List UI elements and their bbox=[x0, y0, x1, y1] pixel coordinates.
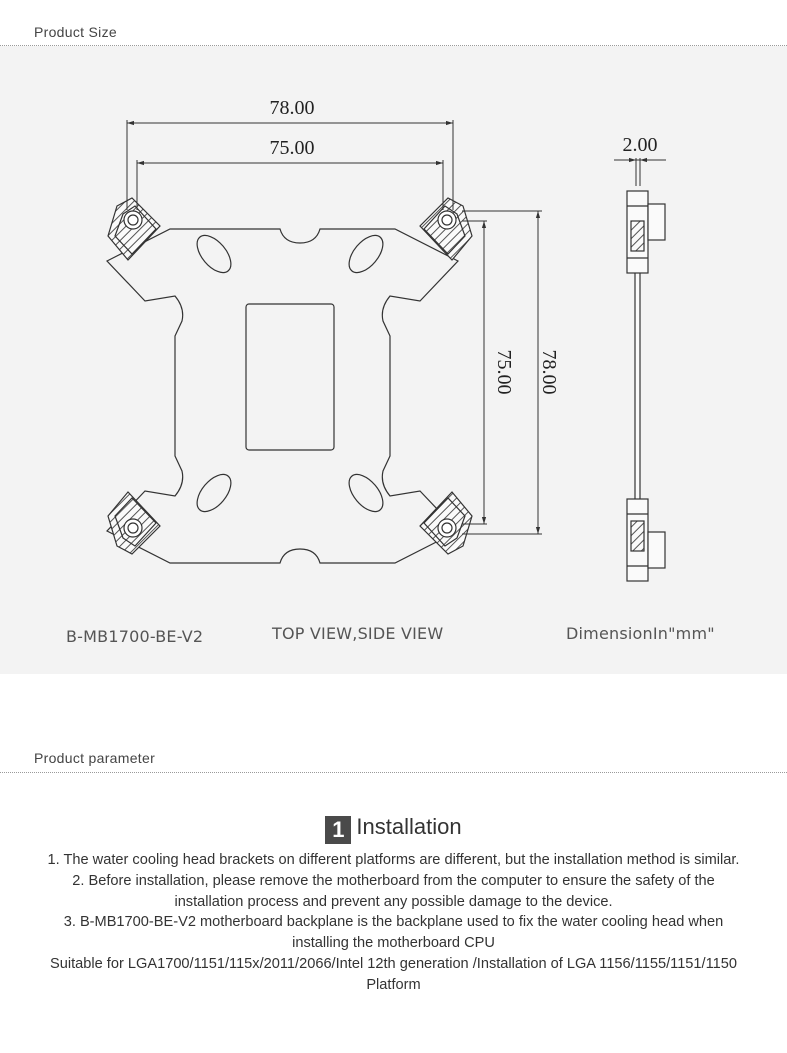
dimension-lines bbox=[127, 120, 666, 534]
oval-cutout-bl bbox=[191, 468, 238, 517]
side-view bbox=[627, 191, 665, 581]
model-caption: B-MB1700-BE-V2 bbox=[66, 627, 204, 646]
instruction-line: Suitable for LGA1700/1151/115x/2011/2066/Intel 12th generation /Installation of LGA 1156/1155/1151/1150 Platform bbox=[50, 955, 737, 993]
cpu-window bbox=[246, 304, 334, 450]
installation-heading bbox=[0, 814, 787, 844]
dim-side-inner-height: 75.00 bbox=[493, 349, 515, 395]
dim-thickness: 2.00 bbox=[622, 134, 658, 156]
dim-top-inner-width: 75.00 bbox=[269, 137, 315, 159]
installation-instructions bbox=[40, 850, 747, 996]
installation-heading-text: Installation bbox=[356, 814, 462, 839]
top-view bbox=[107, 198, 472, 563]
mount-corner-tl bbox=[108, 198, 160, 260]
dim-top-outer-width: 78.00 bbox=[269, 97, 315, 119]
technical-drawing bbox=[0, 46, 787, 674]
oval-cutout-tr bbox=[343, 229, 390, 278]
step-number-badge: 1 bbox=[325, 816, 351, 844]
oval-cutout-tl bbox=[191, 229, 238, 278]
dim-side-outer-height: 78.00 bbox=[538, 349, 560, 395]
instruction-line: 2. Before installation, please remove the motherboard from the computer to ensure the safety of the installation process and prevent any possible damage to the device. bbox=[72, 872, 715, 910]
product-size-diagram bbox=[0, 46, 787, 674]
views-caption: TOP VIEW,SIDE VIEW bbox=[272, 624, 444, 643]
product-size-title: Product Size bbox=[34, 24, 117, 40]
backplate-outline bbox=[107, 229, 458, 563]
mount-corner-tr bbox=[420, 198, 472, 260]
product-parameter-title: Product parameter bbox=[34, 750, 156, 766]
instruction-line: 1. The water cooling head brackets on different platforms are different, but the installation method is similar. bbox=[47, 852, 740, 868]
section-divider bbox=[0, 772, 787, 773]
mount-corner-bl bbox=[108, 492, 160, 554]
mount-corner-br bbox=[420, 492, 472, 554]
unit-caption: DimensionIn"mm" bbox=[566, 624, 715, 643]
instruction-line: 3. B-MB1700-BE-V2 motherboard backplane is the backplane used to fix the water cooling head when installing the motherboard CPU bbox=[63, 914, 724, 952]
